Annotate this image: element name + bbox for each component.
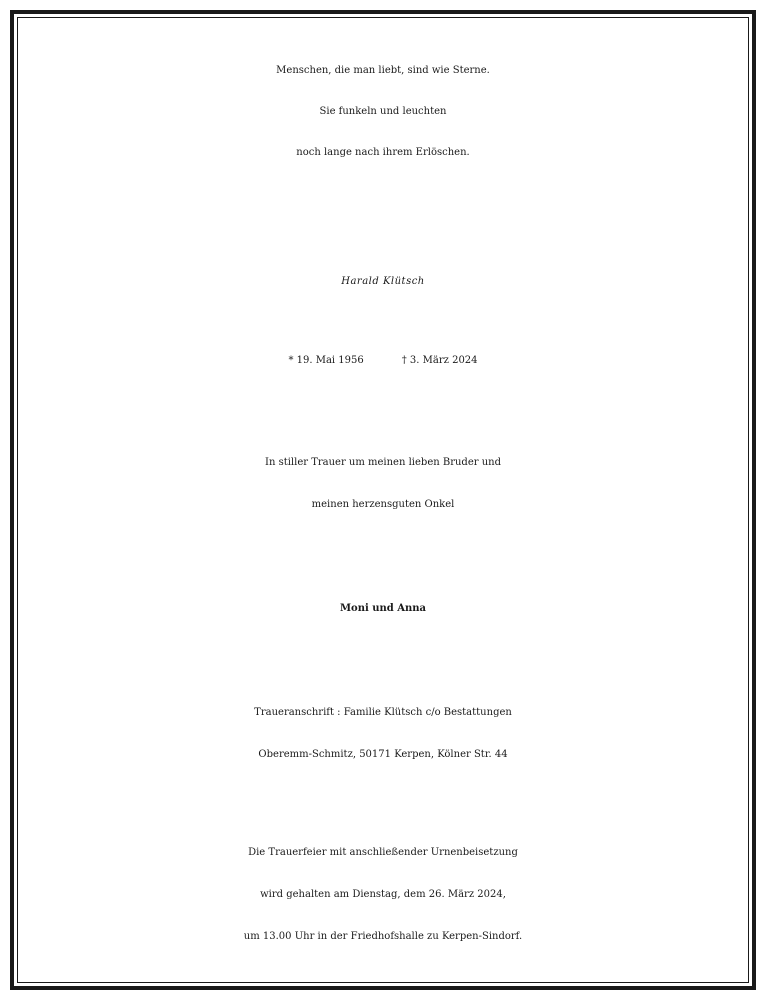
verse-line-3: noch lange nach ihrem Erlöschen. xyxy=(296,147,470,158)
verse-line-2: Sie funkeln und leuchten xyxy=(319,106,447,117)
deceased-name: Harald Klütsch xyxy=(341,276,425,287)
mourning-line-1: In stiller Trauer um meinen lieben Bruder und xyxy=(265,457,501,468)
ceremony-line-3: um 13.00 Uhr in der Friedhofshalle zu Kerpen-Sindorf. xyxy=(243,931,523,942)
mourning-line-2: meinen herzensguten Onkel xyxy=(311,499,455,510)
address-line-2: Oberemm-Schmitz, 50171 Kerpen, Kölner Str. 44 xyxy=(258,749,508,760)
signers: Moni und Anna xyxy=(339,603,427,614)
life-dates xyxy=(17,346,749,376)
death-date: † 3. März 2024 xyxy=(401,355,478,366)
ceremony-line-1: Die Trauerfeier mit anschließender Urnenbeisetzung xyxy=(248,847,518,858)
ceremony-line-2: wird gehalten am Dienstag, dem 26. März 2024, xyxy=(260,889,506,900)
address-line-1: Traueranschrift : Familie Klütsch c/o Bestattungen xyxy=(254,707,512,718)
obituary-notice xyxy=(17,17,749,983)
verse-line-1: Menschen, die man liebt, sind wie Sterne. xyxy=(276,65,490,76)
birth-date: * 19. Mai 1956 xyxy=(288,355,364,366)
